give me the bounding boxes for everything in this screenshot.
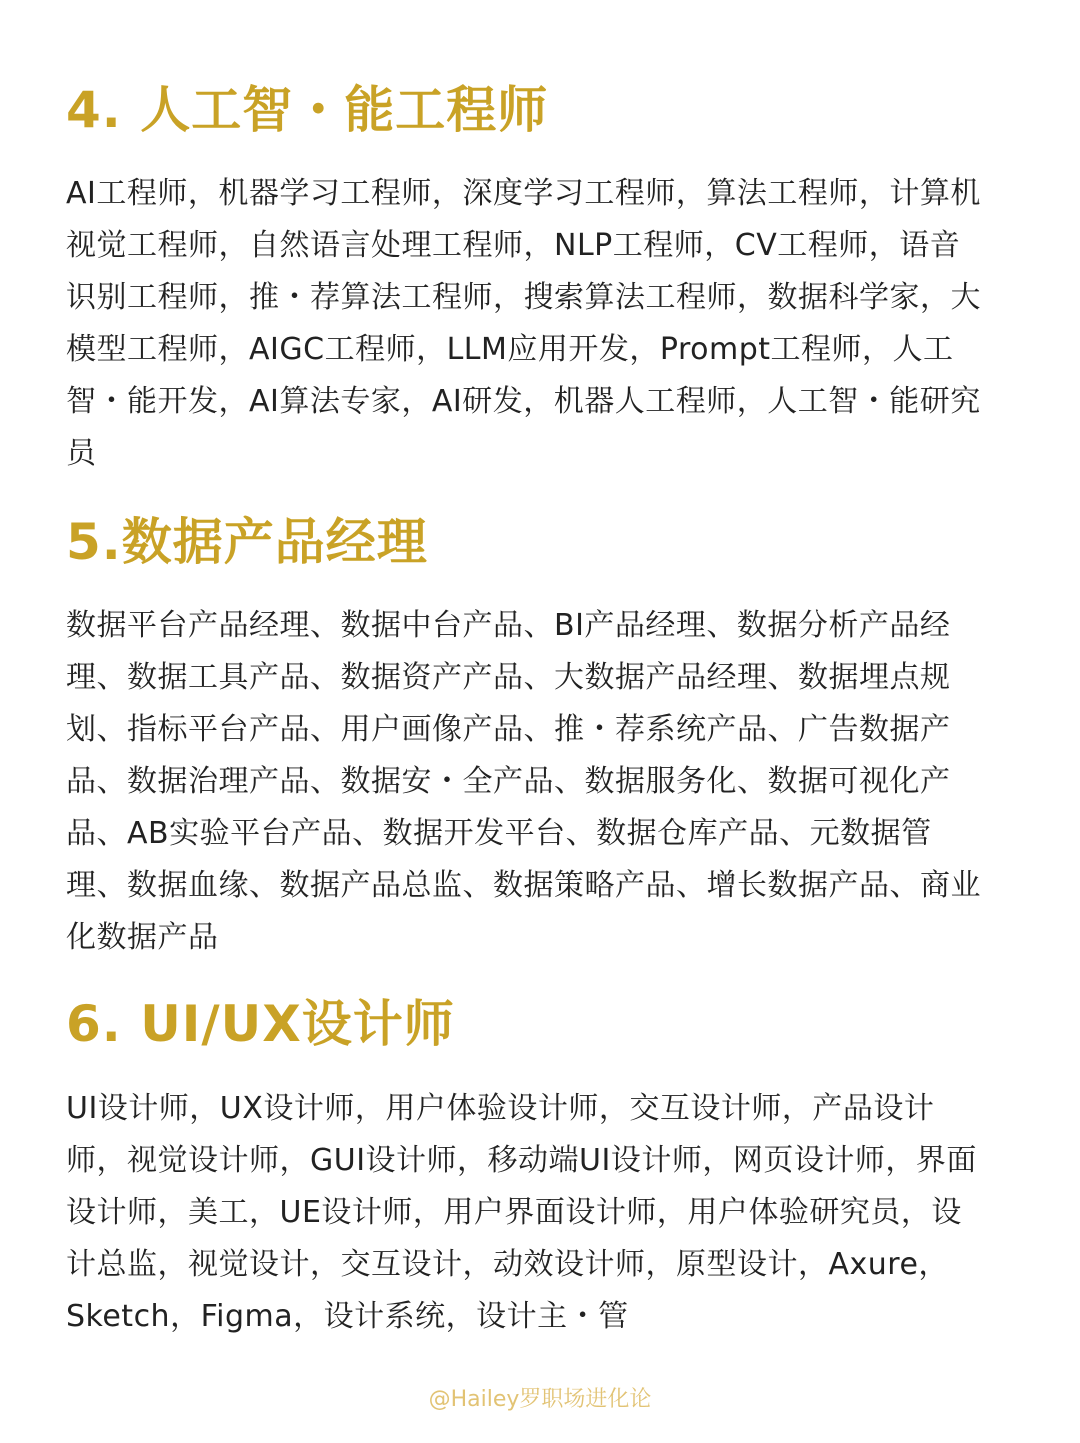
- section-body-ai-engineer: AI工程师，机器学习工程师，深度学习工程师，算法工程师，计算机视觉工程师，自然语言处理工程师，NLP工程师，CV工程师，语音识别工程师，推・荐算法工程师，搜索算法工程师，数据科学家，大模型工程师，AIGC工程师，LLM应用开发，Prompt工程师，人工智・能开发，AI算法专家，AI研发，机器人工程师，人工智・能研究员: [66, 176, 981, 471]
- section-title-ai-engineer: 4. 人工智・能工程师: [66, 81, 549, 139]
- section-body-data-product-manager: 数据平台产品经理、数据中台产品、BI产品经理、数据分析产品经理、数据工具产品、数据资产产品、大数据产品经理、数据埋点规划、指标平台产品、用户画像产品、推・荐系统产品、广告数据产品、数据治理产品、数据安・全产品、数据服务化、数据可视化产品、AB实验平台产品、数据开发平台、数据仓库产品、元数据管理、数据血缘、数据产品总监、数据策略产品、增长数据产品、商业化数据产品: [66, 608, 981, 955]
- section-title-data-product-manager: 5.数据产品经理: [66, 513, 428, 571]
- author-watermark: @Hailey罗职场进化论: [428, 1387, 652, 1412]
- section-title-ui-ux-designer: 6. UI/UX设计师: [66, 995, 455, 1053]
- section-body-ui-ux-designer: UI设计师，UX设计师，用户体验设计师，交互设计师，产品设计师，视觉设计师，GUI设计师，移动端UI设计师，网页设计师，界面设计师，美工，UE设计师，用户界面设计师，用户体验研究员，设计总监，视觉设计，交互设计，动效设计师，原型设计，Axure，Sketch，Figma，设计系统，设计主・管: [66, 1091, 977, 1334]
